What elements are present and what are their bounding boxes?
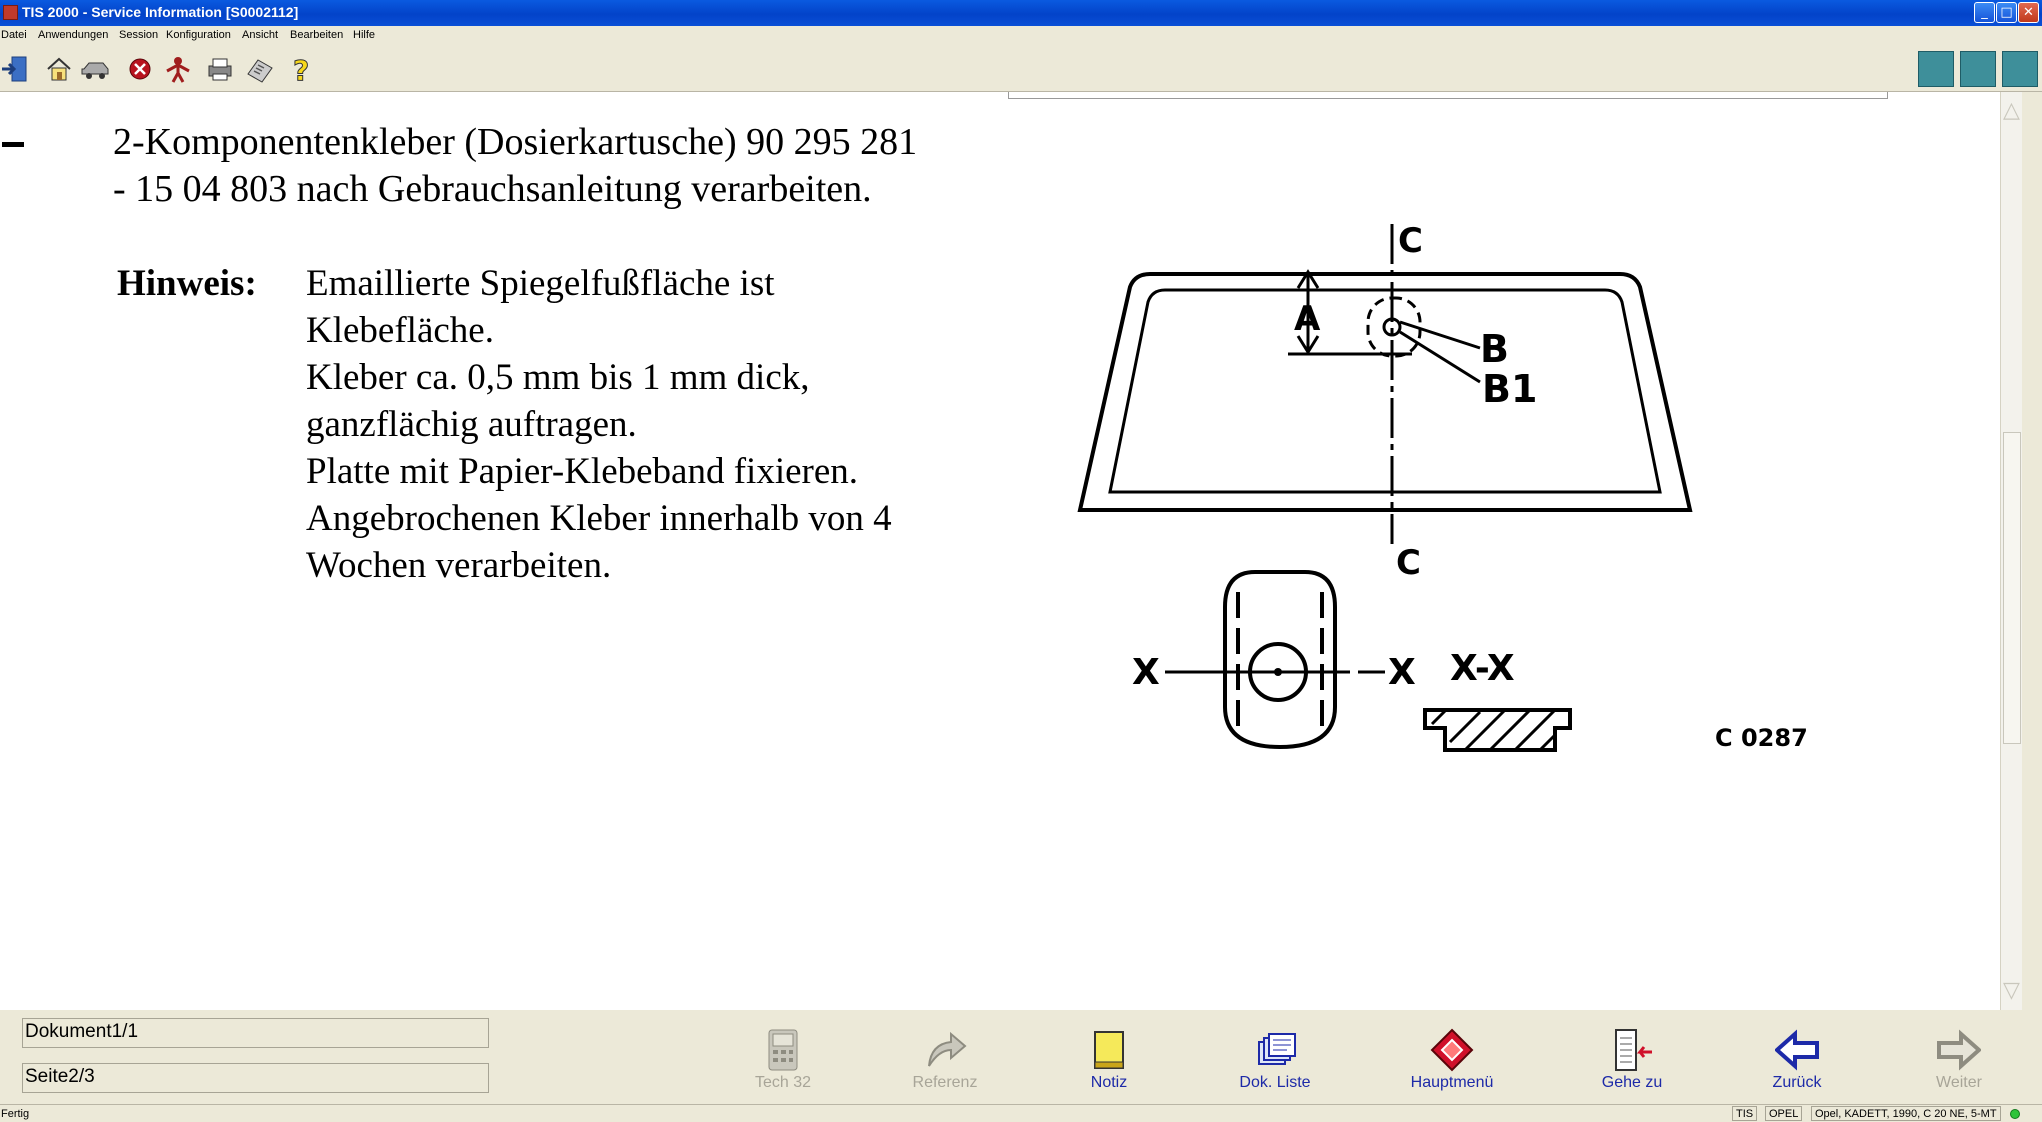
menu-session[interactable]: Session (119, 29, 159, 41)
weiter-button[interactable] (1899, 1028, 2019, 1092)
step-text-line-2: - 15 04 803 nach Gebrauchsanleitung verarbeiten. (113, 168, 872, 210)
forward-arrow-icon (1937, 1028, 1981, 1072)
help-icon[interactable] (287, 54, 317, 84)
vehicle-select-icon[interactable] (1960, 51, 1996, 87)
svg-text:A: A (1294, 299, 1321, 339)
document-content (0, 92, 2000, 1010)
close-button[interactable]: ✕ (2018, 2, 2039, 23)
gehe-zu-label: Gehe zu (1601, 1074, 1663, 1091)
tech32-label: Tech 32 (754, 1074, 812, 1091)
note-line-1: Emaillierte Spiegelfußfläche ist (306, 263, 775, 304)
tech32-icon (761, 1028, 805, 1072)
app-icon (3, 5, 18, 20)
tech32-button[interactable] (723, 1028, 843, 1092)
scroll-up-icon[interactable]: △ (2003, 98, 2020, 123)
svg-text:?: ? (293, 54, 310, 84)
note-line-2: Klebefläche. (306, 310, 494, 351)
home-icon[interactable] (44, 54, 74, 84)
weiter-label: Weiter (1936, 1074, 1982, 1091)
note-line-6: Angebrochenen Kleber innerhalb von 4 (306, 498, 892, 539)
navigation-bar (0, 1010, 2042, 1104)
stop-icon[interactable] (125, 54, 155, 84)
gehe-zu-button[interactable] (1572, 1028, 1692, 1092)
zurueck-label: Zurück (1772, 1074, 1822, 1091)
menu-ansicht[interactable]: Ansicht (242, 29, 279, 41)
hauptmenue-label: Hauptmenü (1410, 1074, 1494, 1091)
title-bar[interactable] (0, 0, 2042, 26)
notiz-label: Notiz (1090, 1074, 1128, 1091)
label-b1: B1 (1482, 367, 1538, 411)
status-bar (0, 1104, 2042, 1122)
reference-arrow-icon (923, 1028, 967, 1072)
mirror-plate-drawing (1165, 572, 1385, 747)
exit-icon[interactable] (0, 54, 30, 84)
notiz-button[interactable] (1049, 1028, 1169, 1092)
referenz-label: Referenz (912, 1074, 978, 1091)
menu-konfiguration[interactable]: Konfiguration (166, 29, 231, 41)
menu-datei[interactable]: Datei (1, 29, 27, 41)
connection-status-icon (2010, 1109, 2020, 1119)
status-app: TIS (1732, 1106, 1757, 1121)
status-make: OPEL (1765, 1106, 1802, 1121)
vertical-scrollbar[interactable] (2000, 92, 2022, 1010)
back-arrow-icon (1775, 1028, 1819, 1072)
note-line-4: ganzflächig auftragen. (306, 404, 637, 445)
menu-bar (0, 26, 2042, 46)
dok-liste-button[interactable] (1215, 1028, 1335, 1092)
section-view (1425, 710, 1570, 750)
label-c-top: C (1398, 221, 1423, 261)
vehicle-diagnosis-icon[interactable] (1918, 51, 1954, 87)
hauptmenue-button[interactable] (1392, 1028, 1512, 1092)
document-field: Dokument1/1 (22, 1018, 489, 1048)
note-label: Hinweis: (117, 263, 257, 304)
figure-code: C 0287 (1715, 724, 1808, 752)
note-line-5: Platte mit Papier-Klebeband fixieren. (306, 451, 859, 492)
menu-hilfe[interactable]: Hilfe (353, 29, 376, 41)
service-tool-icon[interactable] (2002, 51, 2038, 87)
goto-icon (1610, 1028, 1654, 1072)
scroll-down-icon[interactable]: ▽ (2003, 978, 2020, 1003)
right-panel-edge (2022, 92, 2042, 1010)
print-icon[interactable] (205, 54, 235, 84)
figure-frame-line (1008, 92, 1888, 99)
label-b: B (1480, 327, 1509, 371)
vehicle-icon[interactable] (80, 54, 110, 84)
windshield-outline (1080, 274, 1690, 510)
label-x-left: X (1132, 652, 1160, 693)
status-text: Fertig (1, 1108, 30, 1120)
page-field: Seite2/3 (22, 1063, 489, 1093)
label-section-x-x: X-X (1450, 648, 1515, 689)
minimize-button[interactable]: _ (1974, 2, 1995, 23)
note-line-3: Kleber ca. 0,5 mm bis 1 mm dick, (306, 357, 810, 398)
menu-anwendungen[interactable]: Anwendungen (38, 29, 109, 41)
status-vehicle: Opel, KADETT, 1990, C 20 NE, 5-MT (1811, 1106, 2001, 1121)
maximize-button[interactable]: □ (1996, 2, 2017, 23)
menu-bearbeiten[interactable]: Bearbeiten (290, 29, 344, 41)
step-text-line-1: 2-Komponentenkleber (Dosierkartusche) 90 295 281 (113, 121, 918, 163)
note-line-7: Wochen verarbeiten. (306, 545, 612, 586)
main-menu-icon (1430, 1028, 1474, 1072)
note-icon (1087, 1028, 1131, 1072)
label-c-bottom: C (1396, 543, 1421, 583)
mirror-base-marker (1368, 298, 1480, 382)
person-icon[interactable] (163, 54, 193, 84)
referenz-button[interactable] (885, 1028, 1005, 1092)
toolbar (0, 46, 2042, 92)
scroll-thumb[interactable] (2003, 432, 2021, 744)
zurueck-button[interactable] (1737, 1028, 1857, 1092)
window-title: TIS 2000 - Service Information [S0002112] (22, 4, 299, 20)
step-bullet (2, 142, 24, 147)
windshield-mirror-diagram (1040, 162, 1860, 862)
dok-liste-label: Dok. Liste (1239, 1074, 1311, 1091)
keyboard-icon[interactable] (245, 54, 275, 84)
document-list-icon (1253, 1028, 1297, 1072)
label-x-right: X (1388, 652, 1416, 693)
